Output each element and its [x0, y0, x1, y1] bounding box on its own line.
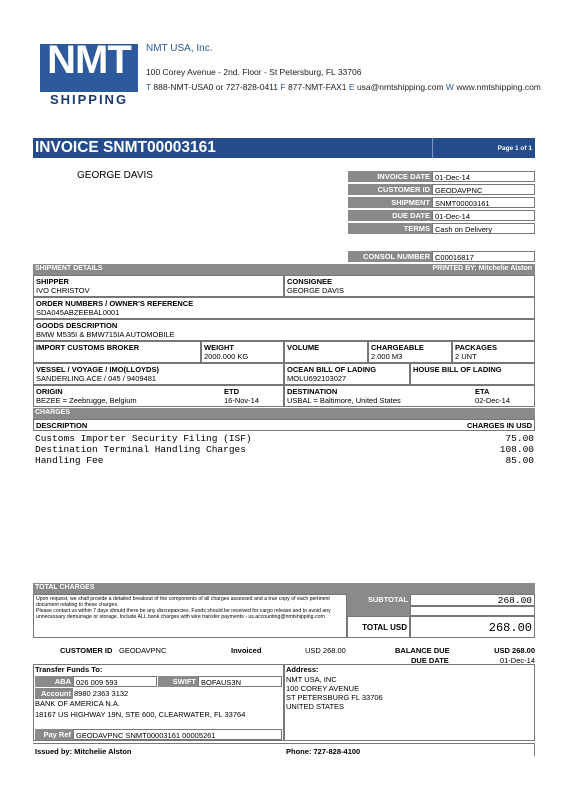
footer-edge [534, 744, 535, 756]
subtotal-value: 268.00 [410, 594, 535, 606]
payref-value: GEODAVPNC SNMT00003161 00005261 [73, 729, 282, 740]
fax-label: F [280, 82, 286, 92]
logo-subtext: SHIPPING [40, 92, 138, 108]
invoiced-label: Invoiced [231, 646, 262, 655]
description-col: DESCRIPTION [36, 421, 88, 430]
meta-value: Cash on Delivery [432, 223, 535, 234]
shipper-cell [33, 275, 284, 297]
charge-desc: Destination Terminal Handling Charges [35, 444, 246, 455]
issued-by: Issued by: Mitchelie Alston [35, 747, 132, 756]
weight-value: 2000.000 KG [204, 352, 249, 361]
bank-address: 18167 US HIGHWAY 19N, STE 600, CLEARWATER, FL 33764 [35, 710, 246, 719]
meta-value: SNMT00003161 [432, 197, 535, 208]
charge-amount: 85.00 [505, 455, 534, 466]
address-label: Address: [286, 665, 319, 674]
orders-cell [33, 297, 535, 319]
goods-label: GOODS DESCRIPTION [36, 321, 118, 330]
shipment-details-header [33, 264, 535, 275]
goods-cell [33, 319, 535, 341]
charge-desc: Customs Importer Security Filing (ISF) [35, 433, 252, 444]
company-phone: 888-NMT-USA0 or 727-828-0411 [153, 82, 278, 92]
company-contact [146, 82, 541, 92]
company-name: NMT USA, Inc. [146, 43, 213, 54]
packages-label: PACKAGES [455, 343, 497, 352]
balance-due-label: BALANCE DUE [395, 646, 450, 655]
bank-name: BANK OF AMERICA N.A. [35, 699, 121, 708]
total-usd-label: TOTAL USD [347, 616, 410, 638]
aba-label: ABA [35, 676, 73, 687]
usd-col: CHARGES IN USD [466, 421, 532, 430]
address-lines [286, 675, 383, 711]
volume-cell [284, 341, 368, 363]
account-label: Account [35, 688, 73, 699]
shipper-value: IVO CHRISTOV [36, 286, 90, 295]
dest-label: DESTINATION [287, 387, 338, 396]
payref-label: Pay Ref [35, 729, 73, 740]
address-line: 100 COREY AVENUE [286, 684, 360, 693]
total-charges-header: TOTAL CHARGES [33, 583, 535, 594]
destination-cell [284, 385, 535, 407]
origin-label: ORIGIN [36, 387, 63, 396]
aba-value: 026 009 593 [73, 676, 157, 687]
printed-by: PRINTED BY: Mitchelie Alston [432, 265, 532, 272]
logo-text: NMT [47, 38, 131, 82]
invoice-title: INVOICE SNMT00003161 [35, 139, 216, 156]
shipment-details-title: SHIPMENT DETAILS [35, 265, 103, 272]
consignee-cell [284, 275, 535, 297]
company-email[interactable]: usa@nmtshipping.com [356, 82, 444, 92]
account-value: 8980 2363 3132 [74, 689, 129, 698]
web-label: W [445, 82, 454, 92]
consol-value: C00016817 [432, 251, 535, 262]
orders-label: ORDER NUMBERS / OWNER'S REFERENCE [36, 299, 194, 308]
charges-columns [33, 419, 535, 431]
notice-box [33, 594, 347, 638]
dest-value: USBAL = Baltimore, United States [287, 396, 401, 405]
origin-cell [33, 385, 284, 407]
hbl-label: HOUSE BILL OF LADING [413, 365, 502, 374]
shipper-label: SHIPPER [36, 277, 69, 286]
invoiced-value: USD 268.00 [305, 646, 346, 655]
vessel-cell [33, 363, 284, 385]
charge-amount: 108.00 [499, 444, 534, 455]
page-number: Page 1 of 1 [432, 138, 535, 158]
subtotal-spacer-value [410, 606, 535, 616]
vessel-value: SANDERLING ACE / 045 / 9409481 [36, 374, 157, 383]
customer-id-value: GEODAVPNC [119, 646, 167, 655]
chargeable-cell [368, 341, 452, 363]
origin-value: BEZEE = Zeebrugge, Belgium [36, 396, 137, 405]
vessel-label: VESSEL / VOYAGE / IMO(LLOYDS) [36, 365, 159, 374]
meta-label: TERMS [348, 223, 432, 234]
obl-label: OCEAN BILL OF LADING [287, 365, 377, 374]
notice-text-1: Upon request, we shall provide a detailed breakout of the components of all charges assessed and a true copy of each pertinent document relating to these charges. [36, 596, 330, 608]
swift-value: BOFAUS3N [198, 676, 282, 687]
company-address: 100 Corey Avenue - 2nd. Floor - St Petersburg, FL 33706 [146, 67, 362, 77]
balance-row [33, 644, 535, 666]
subtotal-label: SUBTOTAL [347, 594, 410, 606]
consignee-value: GEORGE DAVIS [287, 286, 344, 295]
due-date-label: DUE DATE [411, 656, 449, 665]
meta-label: SHIPMENT [348, 197, 432, 208]
meta-value: GEODAVPNC [432, 184, 535, 195]
email-label: E [348, 82, 355, 92]
etd-value: 16-Nov-14 [224, 396, 260, 405]
obl-value: MOLU692103027 [287, 374, 347, 383]
meta-label: DUE DATE [348, 210, 432, 221]
total-usd-value: 268.00 [410, 616, 535, 638]
volume-label: VOLUME [287, 343, 320, 352]
bill-to-name: GEORGE DAVIS [77, 170, 153, 181]
broker-label: IMPORT CUSTOMS BROKER [36, 343, 140, 352]
company-fax: 877-NMT-FAX1 [287, 82, 347, 92]
packages-value: 2 UNT [455, 352, 477, 361]
chargeable-value: 2.000 M3 [371, 352, 403, 361]
notice-text-2: Please contact us within 7 days should there be any discrepancies. Funds should be received for cargo release and to avoid any unnecessary demurrage or storage. Include ALL bank charges with wire transfer payments - us.accounting@nmtshipping.com [36, 608, 331, 620]
orders-value: SDA045ABZEEBAL0001 [36, 308, 120, 317]
weight-cell [201, 341, 284, 363]
footer-phone: Phone: 727-828-4100 [286, 747, 361, 756]
footer-divider [33, 743, 535, 744]
address-line: NMT USA, INC [286, 675, 337, 684]
transfer-label: Transfer Funds To: [35, 665, 103, 674]
weight-label: WEIGHT [204, 343, 234, 352]
swift-label: SWIFT [158, 676, 198, 687]
phone-label: T [146, 82, 152, 92]
meta-label: CUSTOMER ID [348, 184, 432, 195]
charge-desc: Handling Fee [35, 455, 104, 466]
eta-value: 02-Dec-14 [475, 396, 511, 405]
consignee-label: CONSIGNEE [287, 277, 333, 286]
address-line: ST PETERSBURG FL 33706 [286, 693, 383, 702]
meta-label: INVOICE DATE [348, 171, 432, 182]
obl-cell [284, 363, 410, 385]
eta-label: ETA [475, 387, 490, 396]
etd-label: ETD [224, 387, 239, 396]
address-line: UNITED STATES [286, 702, 345, 711]
broker-cell [33, 341, 201, 363]
consol-label: CONSOL NUMBER [348, 251, 432, 262]
charges-header: CHARGES [33, 408, 535, 419]
packages-cell [452, 341, 535, 363]
charge-amount: 75.00 [505, 433, 534, 444]
balance-due-value: USD 268.00 [494, 646, 535, 655]
meta-value: 01-Dec-14 [432, 210, 535, 221]
goods-value: BMW M535I & BMW715IA AUTOMOBILE [36, 330, 175, 339]
due-date-value: 01-Dec-14 [499, 656, 535, 665]
hbl-cell [410, 363, 535, 385]
chargeable-label: CHARGEABLE [371, 343, 424, 352]
company-web[interactable]: www.nmtshipping.com [456, 82, 541, 92]
subtotal-spacer-label [347, 606, 410, 616]
customer-id-label: CUSTOMER ID [60, 646, 113, 655]
meta-value: 01-Dec-14 [432, 171, 535, 182]
